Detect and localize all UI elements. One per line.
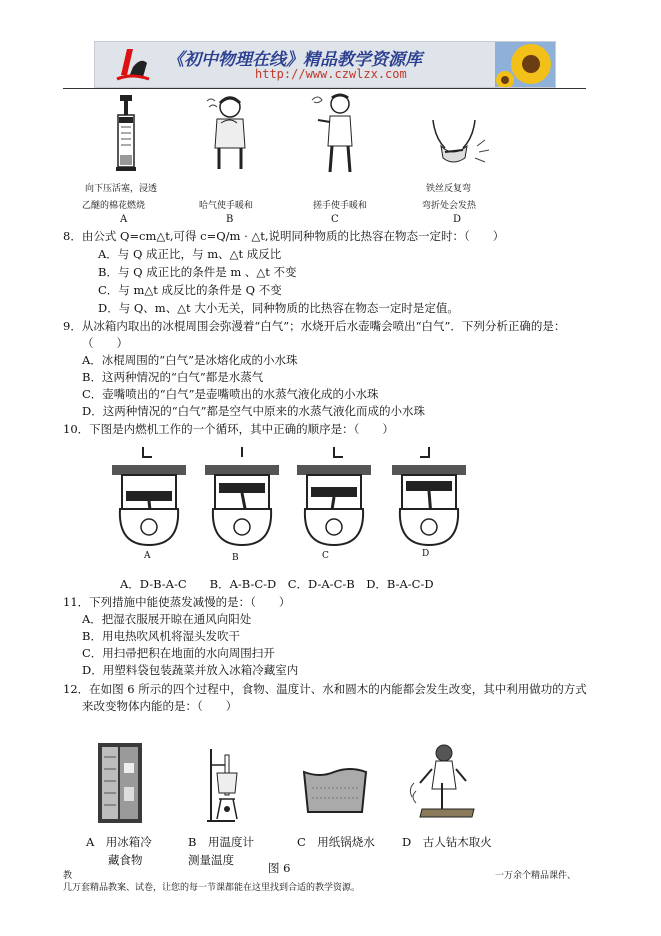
engine-label-d: D (422, 549, 430, 559)
q9-option-c: C．壶嘴喷出的“白气”是壶嘴喷出的水蒸气液化成的小水珠 (82, 387, 379, 401)
header-banner (94, 41, 556, 88)
fig-c-letter: C (331, 214, 339, 225)
q8-option-c: C．与 m△t 成反比的条件是 Q 不变 (98, 283, 282, 297)
fig-a-letter: A (120, 214, 128, 225)
q9-stem: 9．从冰箱内取出的冰棍周围会弥漫着“白气”；水烧开后水壶嘴会喷出“白气”．下列分析正确的是： (63, 319, 566, 333)
footer-right: 一万余个精品课件、 (495, 871, 577, 881)
q9-option-a: A．冰棍周围的“白气”是冰熔化成的小水珠 (82, 353, 298, 367)
sunflower-icon (495, 42, 555, 87)
q12-b-caption-2: 测量温度 (188, 853, 234, 867)
q12-stem-line-1: 12．在如图 6 所示的四个过程中，食物、温度计、水和圆木的内能都会发生改变，其中利用做功的方式 (63, 682, 587, 696)
fridge-photo-figure (98, 743, 142, 823)
figure-6-label: 图 6 (268, 861, 291, 875)
q11-option-b: B．用电热吹风机将湿头发吹干 (82, 629, 240, 643)
q11-option-c: C．用扫帚把积在地面的水向周围扫开 (82, 646, 275, 660)
q12-a-caption-1: A 用冰箱冷 (86, 835, 152, 849)
header-rule (63, 88, 586, 89)
fig-d-caption-2: 弯折处会发热 (422, 201, 477, 211)
q12-stem-line-2: 来改变物体内能的是：（ ） (82, 699, 238, 713)
q9-paren: （ ） (82, 336, 128, 350)
person-rubbing-hands-figure (310, 90, 360, 175)
fig-a-caption-2: 乙醚的棉花燃烧 (82, 201, 146, 211)
person-breathing-figure (205, 93, 255, 173)
banner-url[interactable]: http://www.czwlzx.com (255, 67, 407, 81)
q8-stem: 8．由公式 Q=cm△t,可得 c=Q/m · △t,说明同种物质的比热容在物态一定时：（ ） (63, 229, 505, 243)
piston-syringe-figure (110, 95, 140, 175)
paper-pot-figure (300, 768, 370, 818)
engine-stroke-d-figure (392, 447, 466, 549)
engine-label-a: A (144, 551, 151, 561)
q11-option-a: A．把湿衣服展开晾在通风向阳处 (82, 612, 252, 626)
q8-option-b: B．与 Q 成正比的条件是 m 、△t 不变 (98, 265, 297, 279)
engine-stroke-c-figure (297, 447, 371, 549)
thermometer-stand-figure (203, 745, 247, 825)
q12-a-caption-2: 藏食物 (108, 853, 143, 867)
logo-icon (113, 45, 153, 85)
q12-b-caption-1: B 用温度计 (188, 835, 254, 849)
footer-line-2: 几万套精品教案、试卷，让您的每一节课都能在这里找到合适的教学资源。 (63, 883, 361, 893)
engine-stroke-b-figure (205, 447, 279, 549)
q11-option-d: D．用塑料袋包装蔬菜并放入冰箱冷藏室内 (82, 663, 299, 677)
fig-a-caption-1: 向下压活塞，浸透 (85, 184, 158, 194)
q9-option-b: B．这两种情况的“白气”都是水蒸气 (82, 370, 264, 384)
fig-b-caption: 哈气使手暖和 (199, 201, 254, 211)
q9-option-d: D．这两种情况的“白气”都是空气中原来的水蒸气液化而成的小水珠 (82, 404, 425, 418)
q10-stem: 10．下图是内燃机工作的一个循环，其中正确的顺序是：（ ） (63, 422, 394, 436)
fig-d-letter: D (453, 214, 462, 225)
drilling-fire-figure (402, 743, 482, 823)
footer-left: 教 (63, 871, 73, 881)
q11-stem: 11．下列措施中能使蒸发减慢的是：（ ） (63, 595, 291, 609)
engine-stroke-a-figure (112, 447, 186, 549)
engine-label-c: C (322, 551, 329, 561)
q8-option-d: D．与 Q、m、△t 大小无关，同种物质的比热容在物态一定时是定值。 (98, 301, 459, 315)
engine-label-b: B (232, 553, 239, 563)
fig-c-caption: 搓手使手暖和 (313, 201, 368, 211)
fig-b-letter: B (226, 214, 234, 225)
banner-title: 《初中物理在线》精品教学资源库 (167, 50, 422, 70)
q10-answers: A．D-B-A-C B．A-B-C-D C．D-A-C-B D．B-A-C-D (120, 577, 434, 591)
fig-d-caption-1: 铁丝反复弯 (426, 184, 472, 194)
q8-option-a: A．与 Q 成正比，与 m、△t 成反比 (98, 247, 282, 261)
q12-d-caption: D 古人钻木取火 (402, 835, 492, 849)
q12-c-caption: C 用纸锅烧水 (297, 835, 375, 849)
bending-wire-figure (415, 118, 495, 168)
